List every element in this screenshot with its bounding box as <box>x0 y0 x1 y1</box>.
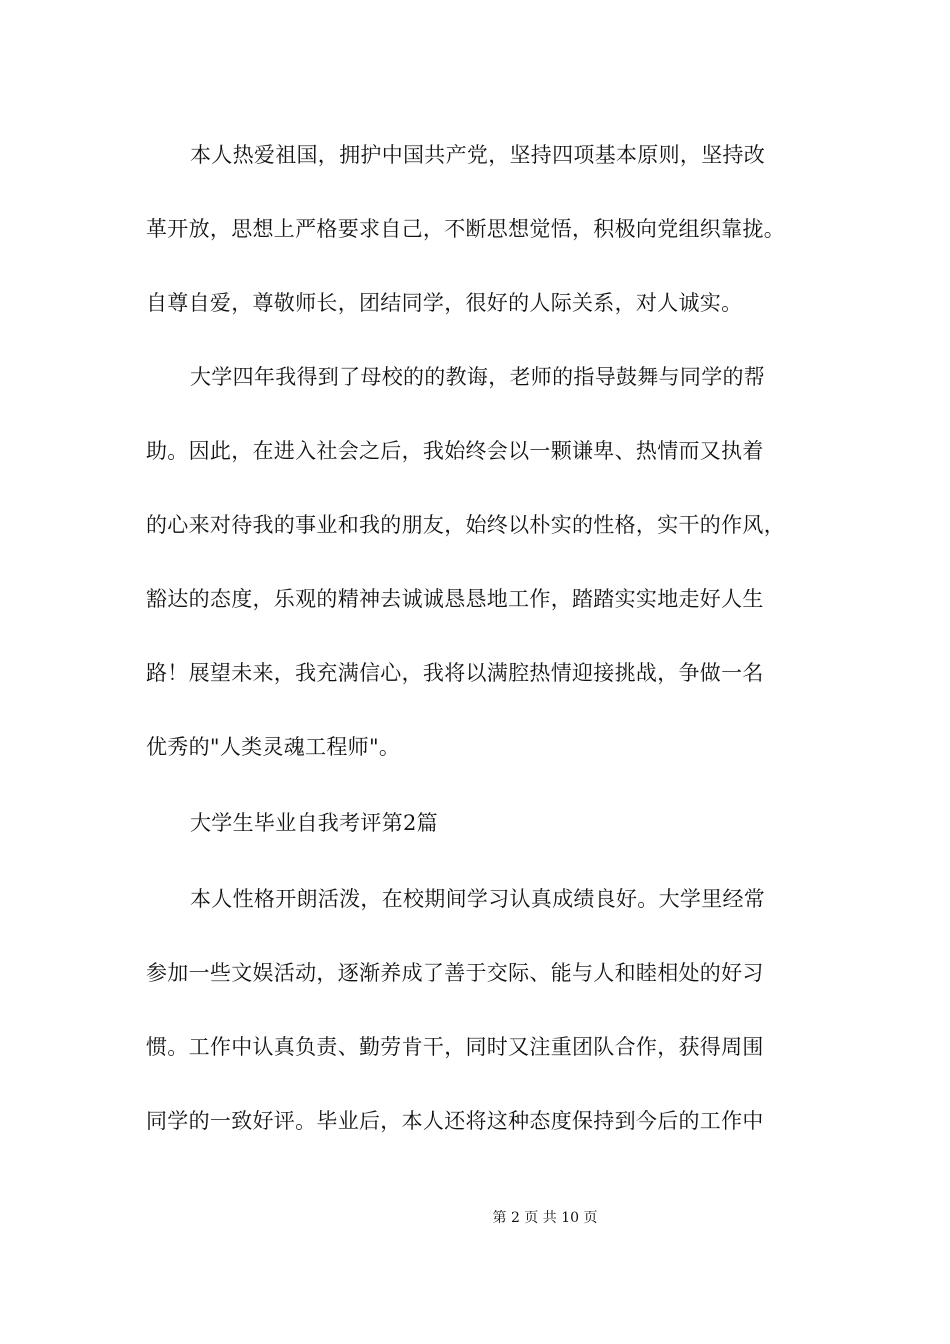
paragraph-3-line-3: 惯。工作中认真负责、勤劳肯干，同时又注重团队合作，获得周围 <box>146 1035 764 1059</box>
page-number-footer: 第 2 页 共 10 页 <box>492 1210 598 1226</box>
paragraph-3-line-2: 参加一些文娱活动，逐渐养成了善于交际、能与人和睦相处的好习 <box>146 961 764 985</box>
paragraph-1-line-3: 自尊自爱，尊敬师长，团结同学，很好的人际关系，对人诚实。 <box>146 291 743 315</box>
paragraph-1-line-1: 本人热爱祖国，拥护中国共产党，坚持四项基本原则，坚持改 <box>190 143 766 167</box>
paragraph-3-line-4: 同学的一致好评。毕业后，本人还将这种态度保持到今后的工作中 <box>146 1109 764 1133</box>
paragraph-2-line-3: 的心来对待我的事业和我的朋友，始终以朴实的性格，实干的作风， <box>146 513 785 537</box>
paragraph-2-line-1: 大学四年我得到了母校的的教诲，老师的指导鼓舞与同学的帮 <box>190 365 766 389</box>
paragraph-2-line-5: 路！展望未来，我充满信心，我将以满腔热情迎接挑战，争做一名 <box>146 661 764 685</box>
paragraph-1-line-2: 革开放，思想上严格要求自己，不断思想觉悟，积极向党组织靠拢。 <box>146 217 785 241</box>
paragraph-2-line-2: 助。因此，在进入社会之后，我始终会以一颗谦卑、热情而又执着 <box>146 439 764 463</box>
section-heading: 大学生毕业自我考评第2篇 <box>190 811 438 835</box>
paragraph-2-line-6: 优秀的"人类灵魂工程师"。 <box>146 735 401 759</box>
paragraph-3-line-1: 本人性格开朗活泼，在校期间学习认真成绩良好。大学里经常 <box>190 887 766 911</box>
paragraph-2-line-4: 豁达的态度，乐观的精神去诚诚恳恳地工作，踏踏实实地走好人生 <box>146 587 764 611</box>
